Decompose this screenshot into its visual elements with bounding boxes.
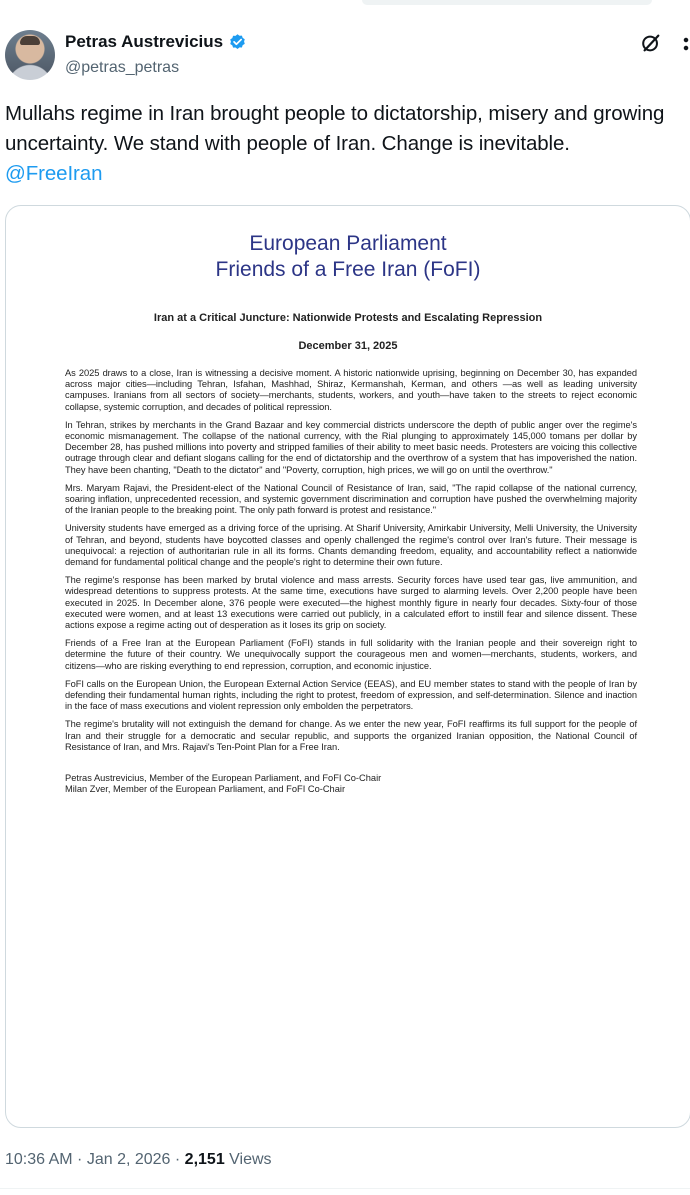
document-title: [6, 231, 690, 283]
signature-line: Milan Zver, Member of the European Parliament, and FoFI Co-Chair: [65, 784, 346, 795]
document-title-line-2: Friends of a Free Iran (FoFI): [215, 258, 481, 281]
divider: [0, 1188, 690, 1189]
document-paragraph: In Tehran, strikes by merchants in the Grand Bazaar and key commercial districts underscore the depth of public anger over the regime's economic mismanagement. The collapse of the national currency, with the Rial plunging to approximately 145,000 tomans per dollar by December 28, has pushed millions into poverty and stripped families of their ability to meet basic needs. Protesters are voicing this collective outrage through clear and defiant slogans calling for the end of dictatorship and the overthrow of a system that has impoverished the nation. They have been chanting, "Death to the dictator" and "Poverty, corruption, high prices, we will go on until the overthrow.": [65, 419, 637, 475]
grok-icon[interactable]: [640, 32, 662, 54]
document-paragraph: Friends of a Free Iran at the European Parliament (FoFI) stands in full solidarity with the Iranian people and their sovereign right to determine the future of their country. We unequivocally support the courageous men and women—merchants, students, workers, and citizens—who are risking everything to end repression, corruption, and economic injustice.: [65, 638, 637, 671]
signature-line: Petras Austrevicius, Member of the European Parliament, and FoFI Co-Chair: [65, 773, 382, 784]
tweet-metadata: [5, 1151, 272, 1169]
document-subtitle: Iran at a Critical Juncture: Nationwide Protests and Escalating Repression: [153, 312, 543, 324]
document-paragraph: Mrs. Maryam Rajavi, the President-elect of the National Council of Resistance of Iran, said, "The rapid collapse of the national currency, soaring inflation, unprecedented recession, and systemic government discrimination and corruption have pushed the overwhelming majority of the Iranian people to the breaking point. The only path forward is protest and resistance.": [65, 482, 637, 516]
document-body: [6, 368, 690, 796]
tweet-header: [5, 30, 690, 84]
document-signatures: [65, 773, 637, 795]
document-paragraph: The regime's brutality will not extinguish the demand for change. As we enter the new year, FoFI reaffirms its full support for the people of Iran and their struggle for a democratic and secular republic, and supports the organized Iranian opposition, the National Council of Resistance of Iran, and Mrs. Rajavi's Ten-Point Plan for a Free Iran.: [65, 719, 637, 752]
avatar[interactable]: [5, 30, 55, 80]
document-paragraph: University students have emerged as a driving force of the uprising. At Sharif University, Amirkabir University, Melli University, the University of Tehran, and beyond, students have boycotted classes and openly challenged the regime's control over Iran's future. Their message is unequivocal: a rejection of authoritarian rule in all its forms. Chants demanding freedom, equality, and accountability reflect a nationwide demand for fundamental political change and the people's right to determine their own future.: [65, 523, 637, 568]
verified-badge-icon[interactable]: [228, 33, 247, 52]
author-name-row: [65, 32, 247, 52]
tweet-time[interactable]: 10:36 AM: [5, 1151, 73, 1168]
tweet-body: Mullahs regime in Iran brought people to dictatorship, misery and growing uncertainty. We stand with people of Iran. Change is inevitable.: [5, 102, 665, 155]
document-paragraph: As 2025 draws to a close, Iran is witnessing a decisive moment. A historic nationwide uprising, beginning on December 30, has expanded across major cities—including Tehran, Isfahan, Mashhad, Shiraz, Kermanshah, Kerman, and others —as well as leading university campuses. Iranians from all sectors of society—merchants, students, workers, and youth—have taken to the streets to reject economic collapse, systemic corruption, and decades of political repression.: [65, 368, 637, 412]
document-title-line-1: European Parliament: [249, 232, 447, 255]
top-bar-fragment: [362, 0, 652, 5]
views-count: 2,151: [184, 1151, 225, 1168]
document-paragraph: The regime's response has been marked by brutal violence and mass arrests. Security forces have used tear gas, live ammunition, and widespread detentions to suppress protests. At the same time, executions have surged to alarming levels. Over 2,200 people have been executed in 2025. In December alone, 376 people were executed—the highest monthly figure in nearly four decades. Sixty-four of those executed were women, and at least 13 executions were carried out publicly, in a calculated effort to instill fear and silence dissent. These actions expose a regime acting out of desperation as it loses its grip on society.: [65, 575, 637, 631]
document-date: December 31, 2025: [298, 340, 398, 352]
tweet-date[interactable]: Jan 2, 2026: [86, 1151, 171, 1168]
meta-separator: ·: [170, 1151, 185, 1168]
views-label: Views: [224, 1151, 272, 1168]
tweet-text: [5, 99, 689, 189]
author-display-name[interactable]: Petras Austrevicius: [65, 32, 224, 51]
more-options-icon[interactable]: [682, 36, 690, 52]
author-handle[interactable]: @petras_petras: [65, 59, 180, 76]
document-paragraph: FoFI calls on the European Union, the European External Action Service (EEAS), and EU member states to stand with the people of Iran by defending their fundamental human rights, including the right to protest, freedom of expression, and self-determination. Silence and inaction in the face of mass executions and violent repression only embolden the perpetrators.: [65, 678, 637, 712]
tweet-media-image[interactable]: [5, 205, 690, 1128]
press-release-document: [6, 206, 690, 1127]
tweet-mention-link[interactable]: @FreeIran: [5, 162, 103, 185]
meta-separator: ·: [72, 1151, 87, 1168]
